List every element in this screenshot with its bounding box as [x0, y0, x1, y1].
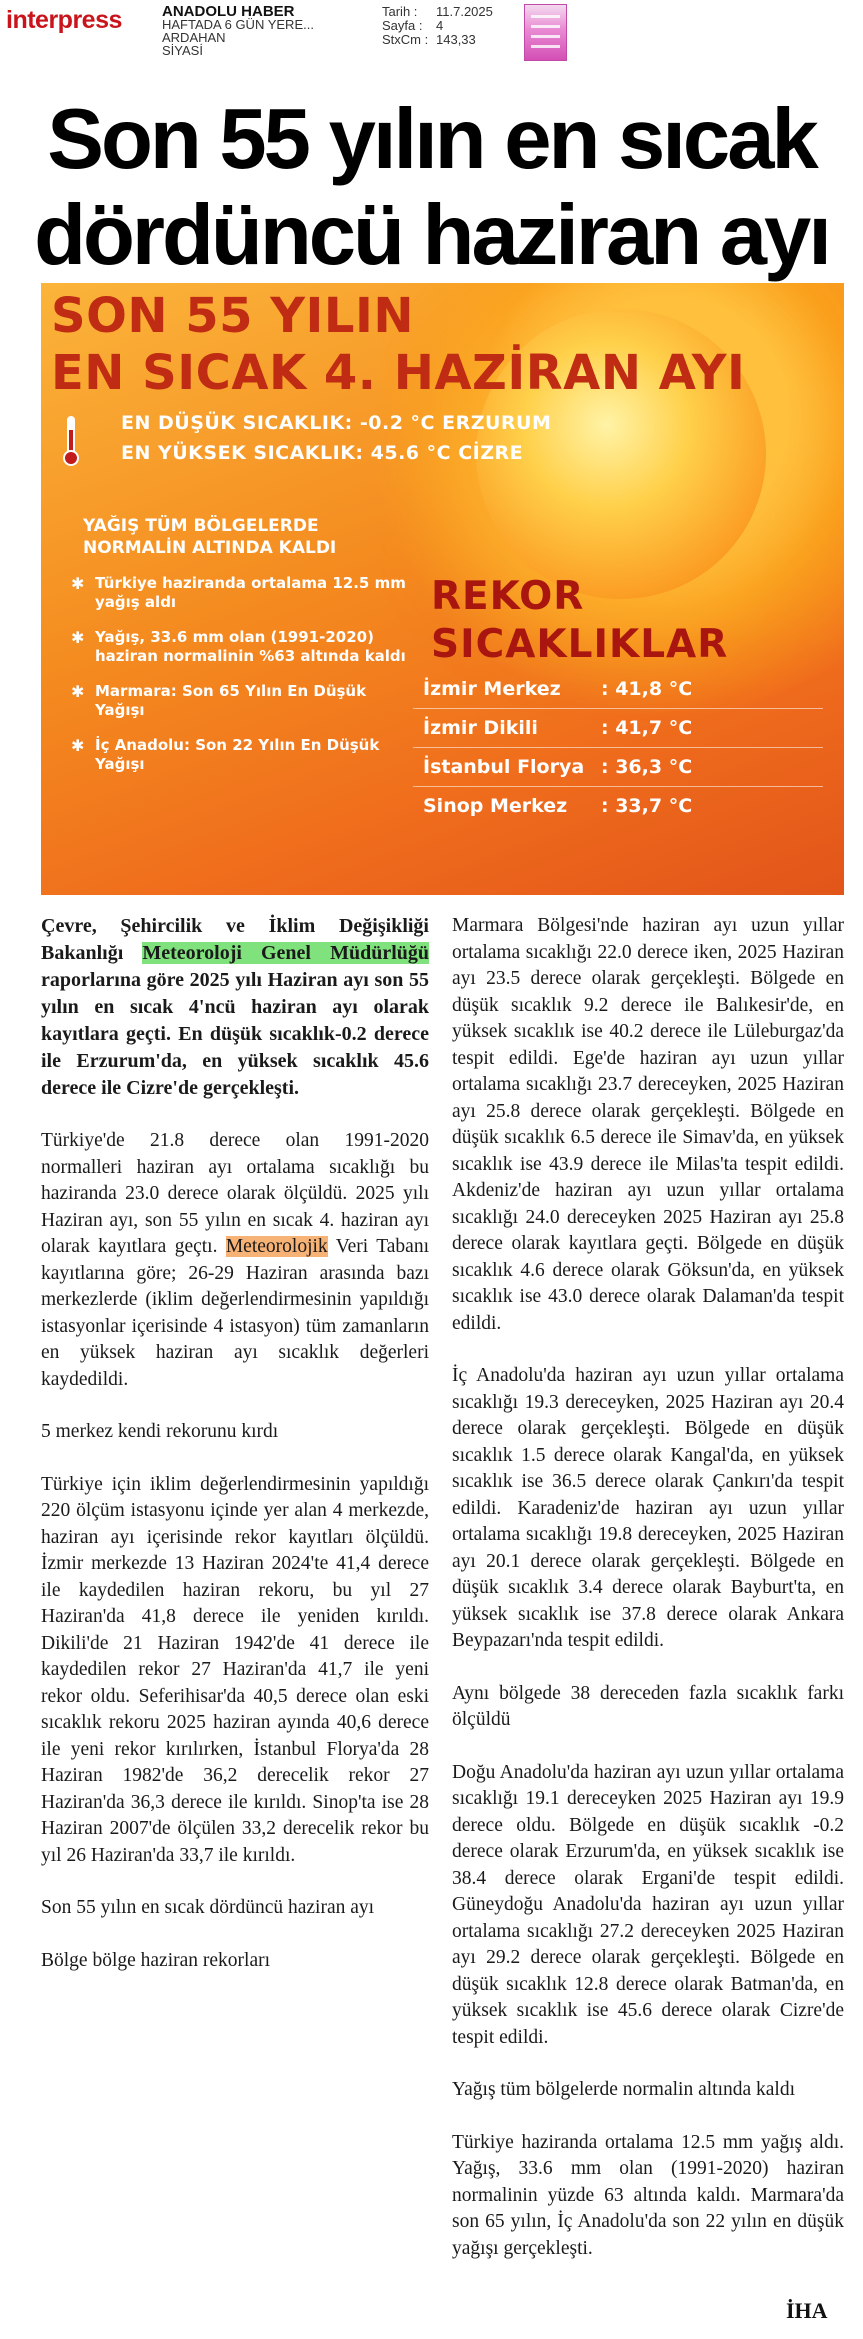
- rain-fact: ✱ İç Anadolu: Son 22 Yılın En Düşük Yağışı: [71, 736, 380, 773]
- publication-region: ARDAHAN: [162, 30, 226, 45]
- record-row: İzmir Dikili : 41,7 °C: [413, 709, 823, 748]
- meta-page: Sayfa : 4: [382, 18, 444, 33]
- publication-name: ANADOLU HABER: [162, 3, 295, 20]
- highlight-keyword: Meteorolojik: [225, 1236, 328, 1257]
- subheading: 5 merkez kendi rekorunu kırdı: [41, 1421, 279, 1442]
- body-paragraph: Marmara Bölgesi'nde haziran ayı uzun yıllar ortalama sıcaklığı 22.0 derece iken, 2025 Haziran ayı 23.5 derece olarak gerçekleşti. Bölgede en düşük sıcaklık 9.2 derece ile Balıkesir'de, en yüksek sıcaklık ise 40.2 derece ile Lüleburgaz'da tespit edildi. Ege'de haziran ayı uzun yıllar ortalama sıcaklığı 23.7 dereceyken, 2025 Haziran ayı 25.8 derece olarak gerçekleşti. Bölgede en düşük sıcaklık 6.5 derece ile Simav'da, en yüksek sıcaklık ise 43.9 derece ile Milas'ta tespit edildi. Akdeniz'de haziran ayı uzun yıllar ortalama sıcaklığı 24.0 dereceyken 2025 Haziran ayı 25.8 derece olarak kayıtlara geçti. Bölgede en düşük sıcaklık 4.6 derece olarak Göksun'da, en yüksek sıcaklık ise 43.0 derece olarak Dalaman'da tespit edildi.: [452, 915, 844, 1334]
- heat-infographic: [41, 283, 844, 895]
- page-thumbnail: [524, 4, 567, 61]
- article-headline: [0, 92, 863, 284]
- rain-facts-list: [71, 574, 411, 790]
- rain-fact: ✱ Yağış, 33.6 mm olan (1991-2020) haziran normalinin %63 altında kaldı: [71, 628, 406, 665]
- headline-line-1: Son 55 yılın en sıcak: [47, 92, 816, 187]
- record-row: Sinop Merkez : 33,7 °C: [423, 795, 693, 817]
- publication-section: SİYASİ: [162, 43, 203, 58]
- highlight-keyword: Meteoroloji Genel Müdürlüğü: [142, 942, 429, 964]
- subheading: Aynı bölgede 38 dereceden fazla sıcaklık farkı ölçüldü: [452, 1682, 844, 1730]
- min-temperature: EN DÜŞÜK SICAKLIK: -0.2 °C ERZURUM: [121, 412, 552, 434]
- meta-date: Tarih : 11.7.2025: [382, 4, 493, 19]
- body-paragraph: Türkiye için iklim değerlendirmesinin yapıldığı 220 ölçüm istasyonu içinde yer alan 4 merkezde, haziran ayı içerisinde rekor kayıtları ölçüldü. İzmir merkezde 13 Haziran 2024'te 41,4 derece ile kaydedilen haziran rekoru, bu yıl 27 Haziran'da 41,8 derece ile yeniden kırıldı. Dikili'de 21 Haziran 1942'de 41 derece ile kaydedilen rekor 27 Haziran'da 41,7 ile yeni rekor oldu. Seferihisar'da 40,5 derece olan eski sıcaklık rekoru 2025 haziran ayında 40,6 derece ile yeni rekor kırılırken, İstanbul Florya'da 28 Haziran 1982'de 36,2 derecelik rekor 27 Haziran'da 36,3 derece ile kırıldı. Sinop'ta ise 28 Haziran 2007'de ölçülen 33,2 derecelik rekor bu yıl 26 Haziran'da 33,7 ile kırıldı.: [41, 1473, 429, 1866]
- rain-fact: ✱ Türkiye haziranda ortalama 12.5 mm yağış aldı: [71, 574, 406, 611]
- publication-frequency: HAFTADA 6 GÜN YERE...: [162, 17, 314, 32]
- records-heading: REKOR SICAKLIKLAR: [431, 574, 729, 667]
- body-paragraph: Türkiye'de 21.8 derece olan 1991-2020 normalleri haziran ayı ortalama sıcaklığı bu haziranda 23.0 derece olarak ölçüldü. 2025 yılı Haziran ayı, son 55 yılın en sıcak 4. haziran ayı olarak kayıtlara geçtı. Meteorolojik Veri Tabanı kayıtlarına göre; 26-29 Haziran arasında bazı merkezlerde (iklim değerlendirmesinin yapıldığı istasyonlar içerisinde 4 istasyon) tüm zamanların en yüksek haziran ayı sıcaklık değerleri kaydedildi.: [41, 1130, 429, 1390]
- clipping-meta: [382, 5, 493, 47]
- star-icon: ✱: [71, 682, 85, 701]
- max-temperature: EN YÜKSEK SICAKLIK: 45.6 °C CİZRE: [121, 442, 524, 464]
- interpress-logo: interpress: [6, 6, 122, 34]
- records-table: [413, 670, 823, 825]
- star-icon: ✱: [71, 628, 85, 647]
- article-column-1: [41, 913, 429, 2000]
- infographic-title-1: SON 55 YILIN: [51, 288, 414, 344]
- rain-heading: YAĞIŞ TÜM BÖLGELERDE NORMALİN ALTINDA KALDI: [83, 516, 337, 558]
- infographic-title-2: EN SICAK 4. HAZİRAN AYI: [51, 345, 746, 401]
- rain-fact: ✱ Marmara: Son 65 Yılın En Düşük Yağışı: [71, 682, 367, 719]
- subheading: Bölge bölge haziran rekorları: [41, 1949, 271, 1971]
- news-source: İHA: [786, 2298, 828, 2323]
- record-row: İzmir Merkez : 41,8 °C: [413, 670, 823, 709]
- body-paragraph: İç Anadolu'da haziran ayı uzun yıllar ortalama sıcaklığı 19.3 dereceyken, 2025 Haziran ayı 20.4 derece olarak gerçekleşti. Bölgede en düşük sıcaklık 1.5 derece olarak Kangal'da, en yüksek sıcaklık ise 36.5 derece olarak Çankırı'da tespit edildi. Karadeniz'de haziran ayı uzun yıllar ortalama sıcaklığı 19.8 dereceyken, 2025 Haziran ayı 20.1 derece olarak gerçekleşti. Bölgede en düşük sıcaklık 3.4 derece olarak Bayburt'ta, en yüksek sıcaklık ise 37.8 derece olarak Ankara Beypazarı'nda tespit edildi.: [452, 1365, 844, 1651]
- clipping-header: [0, 0, 863, 62]
- publication-info: [162, 5, 314, 57]
- article-column-2: [452, 913, 844, 2288]
- headline-line-2: dördüncü haziran ayı: [34, 188, 829, 283]
- body-paragraph: Türkiye haziranda ortalama 12.5 mm yağış aldı. Yağış, 33.6 mm olan (1991-2020) haziran normalinin yüzde 63 altında kaldı. Marmara'da son 65 yılın, İç Anadolu'da son 22 yılın en düşük yağışı gerçekleşti.: [452, 2131, 844, 2259]
- meta-stxcm: StxCm : 143,33: [382, 32, 476, 47]
- record-row: İstanbul Florya : 36,3 °C: [413, 748, 823, 787]
- min-max-temperatures: [121, 408, 551, 468]
- subheading: Son 55 yılın en sıcak dördüncü haziran ayı: [41, 1897, 375, 1918]
- subheading: Yağış tüm bölgelerde normalin altında kaldı: [452, 2079, 796, 2100]
- star-icon: ✱: [71, 736, 85, 755]
- thermometer-icon: [63, 416, 79, 468]
- lead-paragraph: Çevre, Şehircilik ve İklim Değişikliği Bakanlığı Meteoroloji Genel Müdürlüğü raporlarına göre 2025 yılı Haziran ayı son 55 yılın en sıcak 4'ncü haziran ayı olarak kayıtlara geçti. En düşük sıcaklık-0.2 derece ile Erzurum'da, en yüksek sıcaklık 45.6 derece ile Cizre'de gerçekleşti.: [41, 915, 429, 1099]
- star-icon: ✱: [71, 574, 85, 593]
- body-paragraph: Doğu Anadolu'da haziran ayı uzun yıllar ortalama sıcaklığı 19.1 dereceyken 2025 Haziran ayı 19.9 derece oldu. Bölgede en düşük sıcaklık -0.2 derece olarak Erzurum'da, en yüksek sıcaklık ise 38.4 derece olarak Ergani'de tespit edildi. Güneydoğu Anadolu'da haziran ayı uzun yıllar ortalama sıcaklığı 27.2 dereceyken 2025 Haziran ayı 29.2 derece olarak gerçekleşti. Bölgede en düşük sıcaklık 12.8 derece olarak Batman'da, en yüksek sıcaklık ise 45.6 derece olarak Cizre'de tespit edildi.: [452, 1761, 844, 2048]
